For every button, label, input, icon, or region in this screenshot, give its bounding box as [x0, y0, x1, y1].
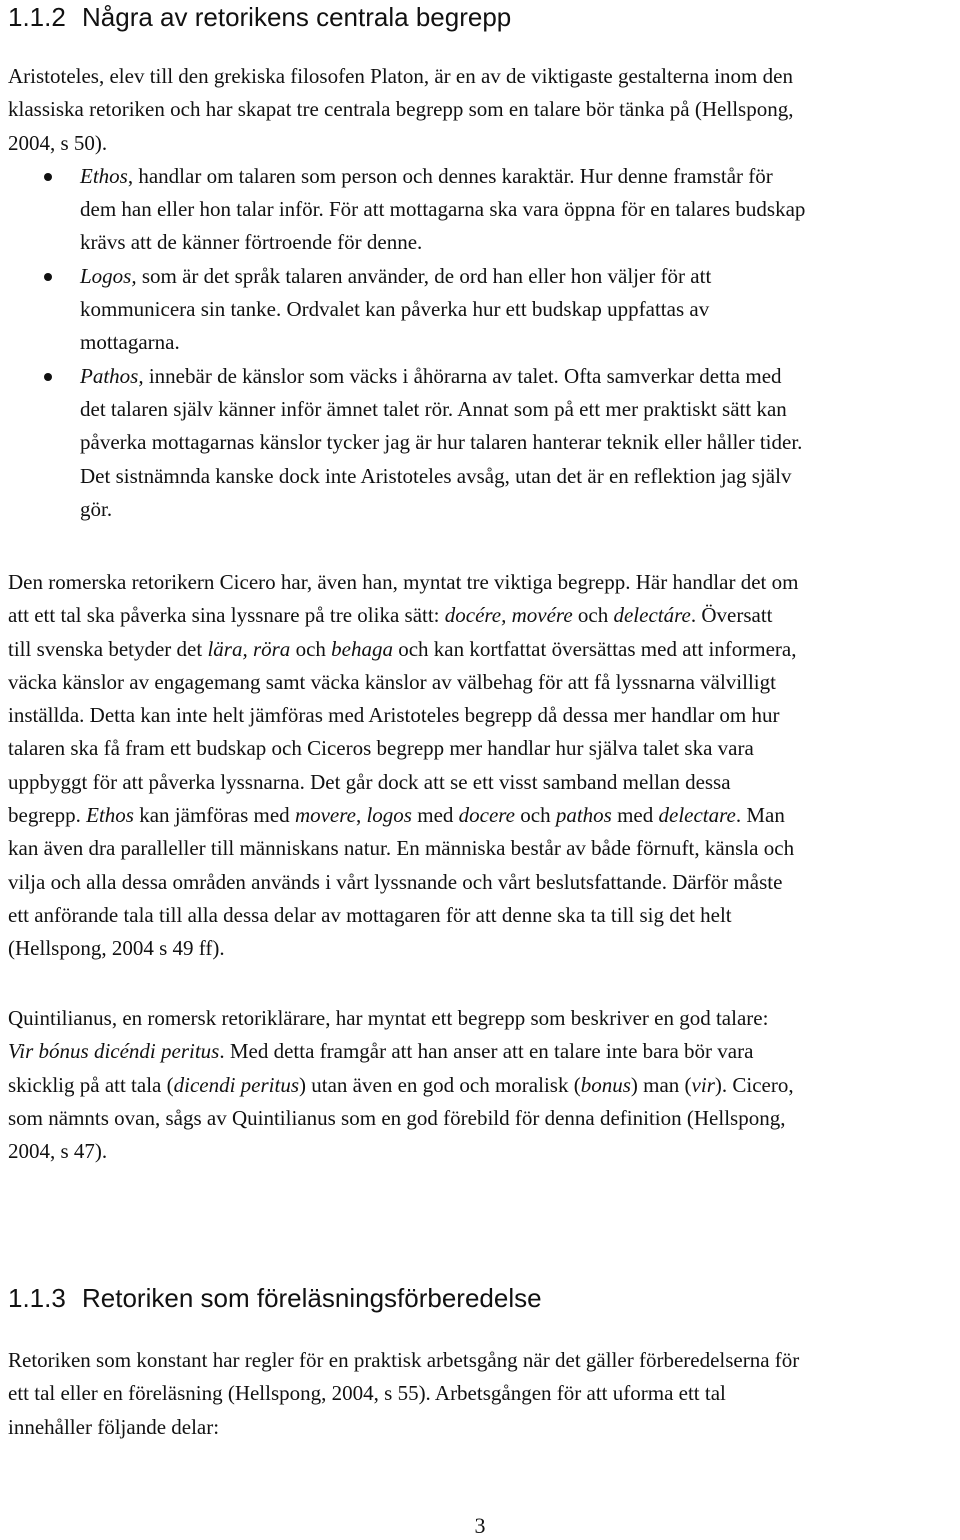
bullet-text-line: dem han eller hon talar inför. För att mottagarna ska vara öppna för en talares budskap	[80, 197, 806, 222]
bullet-item-logos: Logos, som är det språk talaren använder, de ord han eller hon väljer för att	[8, 260, 956, 293]
section-number: 1.1.2	[8, 2, 66, 32]
bullet-item-ethos: Ethos, handlar om talaren som person och dennes karaktär. Hur denne framstår för	[8, 160, 956, 193]
section-title: Några av retorikens centrala begrepp	[82, 2, 512, 32]
bullet-text-line: det talaren själv känner inför ämnet talet rör. Annat som på ett mer praktiskt sätt kan	[80, 396, 787, 421]
bullet-item-pathos: Pathos, innebär de känslor som väcks i åhörarna av talet. Ofta samverkar detta med	[8, 360, 956, 393]
section-title: Retoriken som föreläsningsförberedelse	[82, 1283, 542, 1313]
page-number: 3	[474, 1513, 486, 1538]
intro-line: Aristoteles, elev till den grekiska filosofen Platon, är en av de viktigaste gestalterna inom den	[8, 64, 793, 88]
quintilianus-paragraph: Quintilianus, en romersk retoriklärare, har myntat ett begrepp som beskriver en god talare: Vir bónus dicéndi peritus. Med detta framgår att han anser att en talare inte bara bör vara skicklig på att tala (dicendi peritus) utan även en god och moralisk (bonus) man (vir). Cicero, som nämnts ovan, sågs av Quintilianus som en god förebild för denna definition (Hellspong, 2004, s 47).	[8, 1006, 794, 1164]
bullet-text-line: mottagarna.	[80, 330, 180, 355]
bullet-icon	[44, 173, 52, 181]
bullet-text-line: gör.	[80, 496, 113, 521]
term-pathos: Pathos,	[80, 363, 144, 388]
bullet-text-line: Det sistnämnda kanske dock inte Aristoteles avsåg, utan det är en reflektion jag själv	[80, 463, 792, 488]
term-logos: Logos,	[80, 263, 137, 288]
section-heading-1-1-3	[8, 1283, 542, 1313]
bullet-icon	[44, 273, 52, 281]
bullet-text-line: kommunicera sin tanke. Ordvalet kan påverka hur ett budskap uppfattas av	[80, 297, 710, 322]
retoriken-paragraph: Retoriken som konstant har regler för en praktisk arbetsgång när det gäller förberedelserna för ett tal eller en föreläsning (Hellspong, 2004, s 55). Arbetsgången för att uforma ett tal innehåller följande delar:	[8, 1348, 800, 1439]
term-ethos: Ethos	[80, 163, 128, 188]
bullet-text-line: påverka mottagarnas känslor tycker jag är hur talaren hanterar teknik eller håller tider.	[80, 430, 803, 455]
section-heading-1-1-2	[8, 2, 511, 32]
section-number: 1.1.3	[8, 1283, 66, 1313]
aristoteles-section	[8, 60, 956, 526]
intro-line: klassiska retoriken och har skapat tre centrala begrepp som en talare bör tänka på (Hellspong,	[8, 97, 794, 122]
intro-line: 2004, s 50).	[8, 130, 108, 155]
bullet-text-line: krävs att de känner förtroende för denne.	[80, 230, 423, 255]
bullet-icon	[44, 373, 52, 381]
cicero-paragraph: Den romerska retorikern Cicero har, även han, myntat tre viktiga begrepp. Här handlar det om att ett tal ska påverka sina lyssnare på tre olika sätt: docére, movére och delectáre. Översatt till svenska betyder det lära, röra och behaga och kan kortfattat översättas med att informera, väcka känslor av engagemang samt väcka känslor av välbehag för att få lyssnarna välvilligt inställda. Detta kan inte helt jämföras med Aristoteles begrepp då dessa mer handlar om hur talaren ska få fram ett budskap och Ciceros begrepp mer handlar hur själva talet ska vara uppbyggt för att påverka lyssnarna. Det går dock att se ett visst samband mellan dessa begrepp. Ethos kan jämföras med movere, logos med docere och pathos med delectare. Man kan även dra paralleller till människans natur. En människa består av både förnuft, känsla och vilja och alla dessa områden används i vårt lyssnande och vårt beslutsfattande. Därför måste ett anförande tala till alla dessa delar av mottagaren för att denne ska ta till sig det helt (Hellspong, 2004 s 49 ff).	[8, 570, 799, 961]
